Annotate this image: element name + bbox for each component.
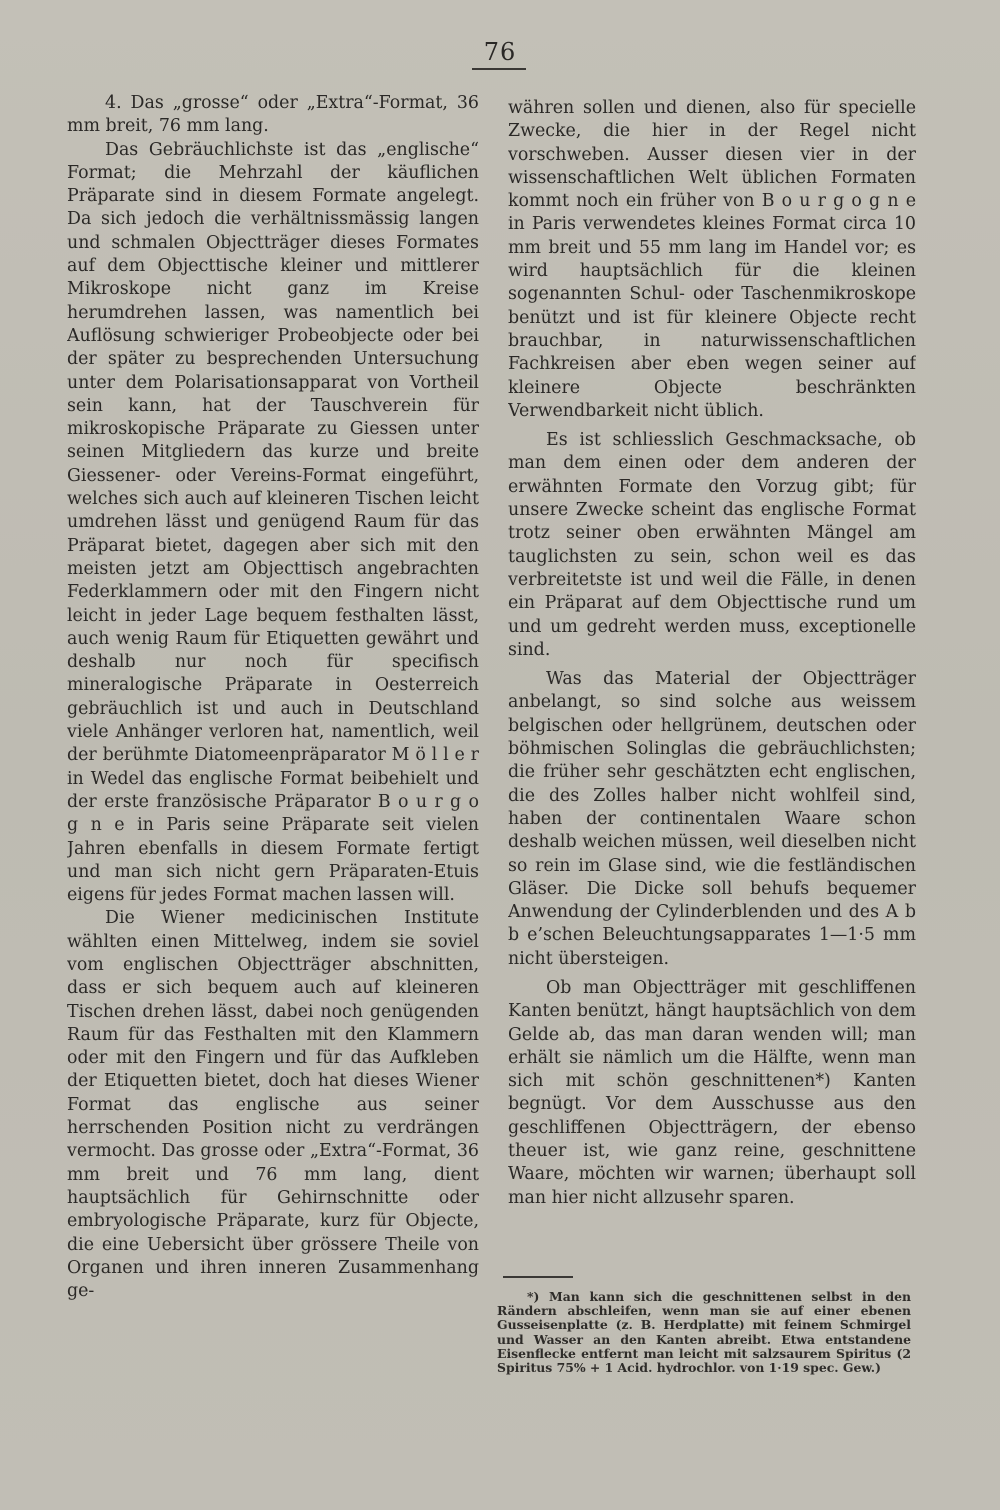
paragraph-preference: Es ist schliesslich Geschmacksache, ob man dem einen oder dem anderen der erwähnten Formate den Vorzug gibt; für unsere Zwecke scheint das englische Format trotz seiner oben erwähnten Mängel am tauglichsten zu sein, schon weil es das verbreitetste ist und weil die Fälle, in denen ein Präparat auf dem Objecttische rund um und um gedreht werden muss, exceptionelle sind. [508,430,916,660]
paragraph-format-item: 4. Das „grosse“ oder „Extra“-Format, 36 mm breit, 76 mm lang. [67,93,479,137]
paragraph-material: Was das Material der Objectträger anbelangt, so sind solche aus weissem belgischen oder hellgrünem, deutschen oder böhmischen Solinglas die gebräuchlichsten; die früher sehr geschätzten echt englischen, die des Zolles halber nicht wohlfeil sind, haben der continentalen Waare schon deshalb weichen müssen, weil dieselben nicht so rein im Glase sind, wie die festländischen Gläser. Die Dicke soll behufs bequemer Anwendung der Cylinderblenden und des A b b e’schen Beleuchtungsapparates 1—1·5 mm nicht übersteigen. [508,669,916,969]
paragraph-vienna-format: Die Wiener medicinischen Institute wählten einen Mittelweg, indem sie soviel vom englischen Objectträger abschnitten, dass er sich bequem auch auf kleineren Tischen drehen lässt, dabei noch genügenden Raum für das Festhalten mit den Klammern oder mit den Fingern und für das Aufkleben der Etiquetten bietet, doch hat dieses Wiener Format das englische aus seiner herrschenden Position nicht zu verdrängen vermocht. Das grosse oder „Extra“-Format, 36 mm breit und 76 mm lang, dient hauptsächlich für Gehirnschnitte oder embryologische Präparate, kurz für Objecte, die eine Uebersicht über grössere Theile von Organen und ihren inneren Zusammenhang ge- [67,908,479,1302]
page-number: 76 [483,38,517,66]
page-number-rule [472,68,526,70]
footnote: *) Man kann sich die geschnittenen selbst in den Rändern abschleifen, wenn man sie auf einer ebenen Gusseisenplatte (z. B. Herdplatte) mit feinem Schmirgel und Wasser an den Kanten abreibt. Etwa entstandene Eisenflecke entfernt man leicht mit salzsaurem Spiritus (2 Spiritus 75% + 1 Acid. hydrochlor. von 1·19 spec. Gew.) [497,1289,911,1376]
paragraph-edges: Ob man Objectträger mit geschliffenen Kanten benützt, hängt hauptsächlich von dem Gelde ab, das man daran wenden will; man erhält sie nämlich um die Hälfte, wenn man sich mit schön geschnittenen*) Kanten begnügt. Vor dem Ausschusse aus den geschliffenen Objectträgern, der ebenso theuer ist, wie ganz reine, geschnittene Waare, möchten wir warnen; überhaupt soll man hier nicht allzusehr sparen. [508,977,916,1208]
paragraph-english-format: Das Gebräuchlichste ist das „englische“ Format; die Mehrzahl der käuflichen Präparate sind in diesem Formate angelegt. Da sich jedoch die verhältnissmässig langen und schmalen Objectträger dieses Formates auf dem Objecttische kleiner und mittlerer Mikroskope nicht ganz im Kreise herumdrehen lassen, was namentlich bei Auflösung schwieriger Probeobjecte oder bei der später zu besprechenden Untersuchung unter dem Polarisationsapparat von Vortheil sein kann, hat der Tauschverein für mikroskopische Präparate zu Giessen unter seinen Mitgliedern das kurze und breite Giessener- oder Vereins-Format eingeführt, welches sich auch auf kleineren Tischen leicht umdrehen lässt und genügend Raum für das Präparat bietet, dagegen aber sich mit den meisten jetzt am Objecttisch angebrachten Federklammern oder mit den Fingern nicht leicht in jeder Lage bequem festhalten lässt, auch wenig Raum für Etiquetten gewährt und deshalb nur noch für specifisch mineralogische Präparate in Oesterreich gebräuchlich ist und auch in Deutschland viele Anhänger verloren hat, namentlich, weil der berühmte Diatomeenpräparator M ö l l e r in Wedel das englische Format beibehielt und der erste französische Präparator B o u r g o g n e in Paris seine Präparate seit vielen Jahren ebenfalls in diesem Formate fertigt und man sich nicht gern Präparaten-Etuis eigens für jedes Format machen lassen will. [67,139,479,906]
right-column [508,97,916,1397]
paragraph-continuation: währen sollen und dienen, also für specielle Zwecke, die hier in der Regel nicht vorschweben. Ausser diesen vier in der wissenschaftlichen Welt üblichen Formaten kommt noch ein früher von B o u r g o g n e in Paris verwendetes kleines Format circa 10 mm breit und 55 mm lang im Handel vor; es wird hauptsächlich für die kleinen sogenannten Schul- oder Taschenmikroskope benützt und ist für kleinere Objecte recht brauchbar, in naturwissenschaftlichen Fachkreisen aber eben wegen seiner auf kleinere Objecte beschränkten Verwendbarkeit nicht üblich. [508,98,916,421]
footnote-rule [503,1276,573,1278]
left-column [67,92,479,1412]
